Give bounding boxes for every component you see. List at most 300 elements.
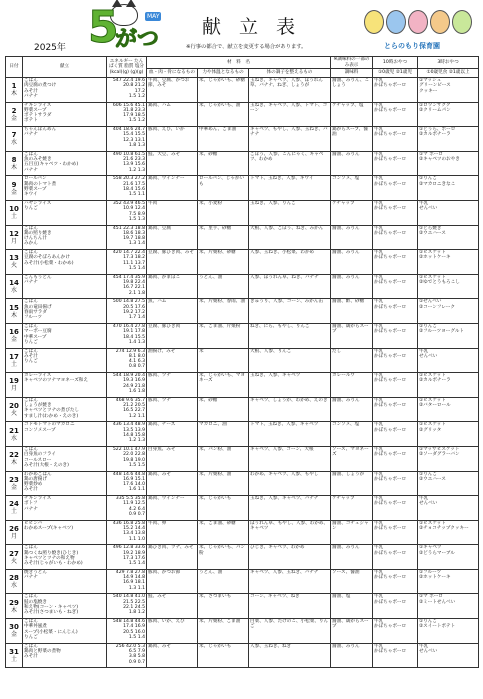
weekday: 木 xyxy=(10,311,17,319)
red-group-cell-text: 鶏肉、ウインナー xyxy=(148,176,185,182)
green-group-cell-text: コーン、キャベツ、ねぎ xyxy=(250,594,300,600)
weekday: 水 xyxy=(10,139,17,147)
menu-cell-text: チキンライス ポトフ バナナ xyxy=(24,496,52,512)
weekday: 木 xyxy=(10,90,17,98)
menu-cell xyxy=(23,643,107,668)
red-group-cell-text: 牛肉、豆腐、かつお節、みそ xyxy=(148,78,190,89)
yellow-group-cell-text: うどん、油 xyxy=(199,569,223,575)
yellow-group-cell xyxy=(198,446,249,471)
yellow-group-cell-text: 米、じゃがいも、マヨネーズ xyxy=(199,373,245,384)
table-row xyxy=(6,619,479,644)
yellow-group-cell-text: 米、じゃがいも、砂糖 xyxy=(199,78,245,83)
snack3-cell-text: ①ビスケット ②ゆでとうもろこし xyxy=(419,274,460,286)
nutrition-cell-text: 404 18.6 24.7 15.4 15.5 12.3 13.1 1.8 1.3 xyxy=(112,127,145,149)
red-group-cell xyxy=(147,397,198,422)
nutrition-cell xyxy=(107,151,147,176)
red-group-cell xyxy=(147,102,198,127)
green-group-cell xyxy=(249,348,331,373)
red-group-cell-text: 油揚げ、みそ xyxy=(148,348,176,354)
nutrition-cell xyxy=(107,200,147,225)
month-badge: MAY xyxy=(147,13,160,20)
day-number: 12 xyxy=(9,229,19,238)
menu-cell xyxy=(23,619,107,644)
snack10-cell-text: 牛乳 かぼちゃボーロ xyxy=(374,446,407,458)
seasoning-cell xyxy=(331,348,373,373)
seasoning-cell-text: 醤油、塩 xyxy=(332,594,351,600)
snack3-cell xyxy=(418,422,479,447)
table-row xyxy=(6,323,479,348)
nutrition-cell-text: 436 13.4 48.9 13.5 13.9 14.8 15.8 1.2 1.3 xyxy=(112,422,145,444)
snack3-cell xyxy=(418,373,479,398)
menu-cell xyxy=(23,348,107,373)
header-seasoning-note: ※調味料の一部のみ表示 xyxy=(331,57,373,69)
menu-cell xyxy=(23,78,107,103)
menu-cell xyxy=(23,176,107,201)
green-group-cell xyxy=(249,127,331,152)
red-group-cell xyxy=(147,446,198,471)
green-group-cell xyxy=(249,200,331,225)
seasoning-cell-text: 醤油、しょうが xyxy=(332,471,365,477)
green-group-cell-text: 玉ねぎ、キャベツ、人参、ほうれん草、バナナ、ねぎ、しょうが xyxy=(250,78,323,89)
nutrition-cell-text: 448 14.6 44.8 16.9 15.1 17.6 14.0 1.6 1.1 xyxy=(112,471,145,493)
mascot-characters-icon xyxy=(362,4,474,40)
red-group-cell xyxy=(147,520,198,545)
seasoning-cell xyxy=(331,274,373,299)
green-group-cell xyxy=(249,274,331,299)
snack10-cell xyxy=(373,471,418,496)
yellow-group-cell xyxy=(198,471,249,496)
table-row xyxy=(6,348,479,373)
yellow-group-cell-text: 中華めん、ごま油 xyxy=(199,127,237,133)
red-group-cell-text: 鮭、大豆、みそ xyxy=(148,151,181,157)
seasoning-cell-text: 鶏がらスープ、醤油 xyxy=(332,127,368,138)
month-number: 5 xyxy=(88,2,119,53)
nutrition-cell-text: 274 12.9 6.3 8.1 8.0 4.1 6.3 0.8 0.7 xyxy=(115,348,145,370)
menu-cell xyxy=(23,151,107,176)
day-number: 15 xyxy=(9,303,19,312)
yellow-group-cell xyxy=(198,102,249,127)
day-cell xyxy=(6,594,23,619)
yellow-group-cell-text: 米 xyxy=(199,348,204,354)
green-group-cell-text: トマト、玉ねぎ、人参、キウイ xyxy=(250,176,314,182)
seasoning-cell-text: ケチャップ、塩 xyxy=(332,102,364,108)
day-number: 1 xyxy=(11,82,17,91)
seasoning-cell-text: コンソメ、塩 xyxy=(332,422,360,428)
green-group-cell xyxy=(249,545,331,570)
green-group-cell-text: 玉ねぎ、人参、キャベツ、バナナ xyxy=(250,496,319,502)
seasoning-cell-text: 醤油、みりん xyxy=(332,643,360,649)
nutrition-cell xyxy=(107,250,147,275)
green-group-cell-text: きゅうり、人参、コーン、みかん缶 xyxy=(250,299,324,305)
menu-cell-text: ごはん 魚の竜田揚げ 春雨サラダ フルーツ xyxy=(24,299,52,321)
seasoning-cell-text: 醤油、みりん xyxy=(332,274,360,280)
green-group-cell xyxy=(249,471,331,496)
page-header xyxy=(0,0,483,56)
snack10-cell xyxy=(373,520,418,545)
green-group-cell xyxy=(249,373,331,398)
yellow-group-cell xyxy=(198,545,249,570)
snack3-cell xyxy=(418,200,479,225)
snack10-cell-text: 牛乳 かぼちゃボーロ xyxy=(374,569,407,581)
snack10-cell xyxy=(373,496,418,521)
menu-cell-text: ごはん 鶏肉と野菜の煮物 みそ汁 xyxy=(24,643,61,660)
table-row xyxy=(6,176,479,201)
yellow-group-cell xyxy=(198,569,249,594)
snack3-cell-text: ①りんご ②ウエハース xyxy=(419,471,446,482)
red-group-cell-text: 白身魚、みそ xyxy=(148,446,176,452)
red-group-cell-text: 鶏肉、ハム xyxy=(148,102,171,108)
day-number: 8 xyxy=(11,156,17,165)
red-group-cell xyxy=(147,619,198,644)
yellow-group-cell-text: 米、片栗粉、油 xyxy=(199,471,232,477)
menu-cell xyxy=(23,274,107,299)
menu-cell xyxy=(23,225,107,250)
snack3-cell-text: 牛乳 せんべい xyxy=(419,200,438,212)
snack3-cell-text: ①マ ボーロ ②ミートせんべい xyxy=(419,594,456,605)
seasoning-cell-text: 醤油、みりん、こしょう xyxy=(332,78,370,89)
red-group-cell xyxy=(147,373,198,398)
yellow-group-cell xyxy=(198,78,249,103)
menu-cell-text: ごはん 白身魚のフライ コールスロー みそ汁(大根・えのき) xyxy=(24,446,69,468)
green-group-cell xyxy=(249,250,331,275)
weekday: 金 xyxy=(10,483,17,491)
yellow-group-cell xyxy=(198,422,249,447)
nutrition-cell-text: 490 10.8 61.5 21.6 23.3 13.9 15.6 1.2 1.3 xyxy=(112,151,145,173)
yellow-group-cell xyxy=(198,619,249,644)
seasoning-cell-text: 醤油、みりん xyxy=(332,151,360,157)
day-cell xyxy=(6,496,23,521)
day-cell xyxy=(6,225,23,250)
menu-cell-text: ごんもうどん バナナ xyxy=(24,274,52,286)
weekday: 月 xyxy=(10,532,17,540)
snack3-cell-text: ①ロワンサクク ②クリームパン xyxy=(419,102,451,113)
seasoning-cell xyxy=(331,643,373,668)
day-cell xyxy=(6,422,23,447)
snack3-cell-text: ①ビスケット ②ホットケーキ xyxy=(419,250,451,261)
day-number: 30 xyxy=(9,623,19,632)
snack3-cell xyxy=(418,471,479,496)
red-group-cell-text: 鶏ひき肉、ツナ、みそ xyxy=(148,545,194,551)
nutrition-cell-text: 548 14.8 44.6 17.4 16.9 20.5 16.0 1.5 1.4 xyxy=(112,619,145,640)
red-group-cell-text: 鶏肉、かまぼこ xyxy=(148,274,181,280)
snack10-cell-text: 牛乳 かぼちゃボーロ xyxy=(374,299,407,310)
snack10-cell-text: 牛乳 かぼちゃボーロ xyxy=(374,127,407,138)
table-row xyxy=(6,569,479,594)
snack3-cell-text: ①ビスケット ②バターロール xyxy=(419,397,451,409)
green-group-cell xyxy=(249,569,331,594)
green-group-cell-text: 玉ねぎ、人参、キャベツ xyxy=(250,373,301,379)
weekday: 火 xyxy=(10,262,17,270)
seasoning-cell xyxy=(331,102,373,127)
menu-cell-text: ハヤシライス りんご xyxy=(24,200,52,212)
nutrition-cell xyxy=(107,422,147,447)
yellow-group-cell xyxy=(198,348,249,373)
header-menu: 献立 xyxy=(23,57,107,78)
red-group-cell-text: 魚、ハム xyxy=(148,299,167,305)
menu-cell xyxy=(23,496,107,521)
green-group-cell-text: ひじき、キャベツ、わかめ xyxy=(250,545,305,551)
menu-cell-text: ちゃんぽんめん バナナ xyxy=(24,127,57,138)
seasoning-cell xyxy=(331,323,373,348)
day-cell xyxy=(6,348,23,373)
nutrition-cell xyxy=(107,127,147,152)
nutrition-cell xyxy=(107,471,147,496)
snack10-cell xyxy=(373,78,418,103)
snack3-cell-text: ①ビスケット ②カルボナーラ xyxy=(419,373,451,384)
seasoning-cell xyxy=(331,422,373,447)
weekday: 土 xyxy=(10,508,17,516)
table-row xyxy=(6,446,479,471)
yellow-group-cell-text: 米、里芋、砂糖 xyxy=(199,225,232,231)
snack3-cell xyxy=(418,594,479,619)
menu-cell xyxy=(23,200,107,225)
nutrition-cell-text: 540 14.8 41.0 21.5 22.5 22.1 24.5 1.8 1.2 xyxy=(112,594,145,616)
menu-cell-text: ごはん 豆腐のそぼろあんかけ みそ汁(小松菜・わかめ) xyxy=(24,250,74,266)
nutrition-cell xyxy=(107,569,147,594)
table-row xyxy=(6,397,479,422)
green-group-cell xyxy=(249,594,331,619)
green-group-cell xyxy=(249,397,331,422)
snack10-cell-text: 牛乳 かぼちゃボーロ xyxy=(374,176,407,187)
red-group-cell-text: 鶏肉、豆腐 xyxy=(148,225,171,231)
green-group-cell-text: ごぼう、人参、こんにゃく、キャベツ、わかめ xyxy=(250,151,324,163)
seasoning-cell-text: だし xyxy=(332,348,342,354)
snack3-cell xyxy=(418,397,479,422)
table-row xyxy=(6,471,479,496)
weekday: 土 xyxy=(10,655,17,663)
day-cell xyxy=(6,299,23,324)
green-group-cell-text: ねぎ、にら、もやし、りんご xyxy=(250,323,310,329)
nutrition-cell xyxy=(107,520,147,545)
yellow-group-cell-text: 米、砂糖 xyxy=(199,397,218,403)
seasoning-cell xyxy=(331,619,373,644)
school-name: とらのもり保育園 xyxy=(384,42,440,50)
green-group-cell-text: 大根、人参、ごぼう、ねぎ、みかん xyxy=(250,225,324,231)
table-row xyxy=(6,520,479,545)
snack10-cell xyxy=(373,250,418,275)
menu-cell-text: チキンライス 野菜スープ ポテトサラダ ポテト xyxy=(24,102,52,124)
table-row xyxy=(6,643,479,668)
nutrition-cell xyxy=(107,274,147,299)
seasoning-cell-text: ケチャップ xyxy=(332,200,355,206)
seasoning-cell-text: コンソメ、塩 xyxy=(332,176,360,182)
yellow-group-cell-text: 米、じゃがいも xyxy=(199,496,232,502)
green-group-cell-text: 人参、玉ねぎ、小松菜、わかめ xyxy=(250,250,315,256)
snack3-cell xyxy=(418,643,479,668)
red-group-cell xyxy=(147,299,198,324)
day-cell xyxy=(6,200,23,225)
red-group-cell xyxy=(147,250,198,275)
snack10-cell-text: 牛乳 かぼちゃボーロ xyxy=(374,594,407,605)
snack10-cell-text: 牛乳 かぼちゃボーロ xyxy=(374,643,407,654)
day-number: 20 xyxy=(9,402,19,411)
snack3-cell-text: ①マッシュ グリーンピース クッキー xyxy=(419,78,451,94)
menu-cell xyxy=(23,446,107,471)
snack3-cell xyxy=(418,545,479,570)
seasoning-cell-text: 醤油、みりん xyxy=(332,545,360,551)
table-row xyxy=(6,200,479,225)
day-cell xyxy=(6,471,23,496)
menu-table xyxy=(5,56,479,668)
seasoning-cell xyxy=(331,520,373,545)
nutrition-cell-text: 500 14.8 27.5 20.5 17.6 19.2 17.2 1.7 1.4 xyxy=(112,299,145,321)
snack3-cell-text: 牛乳 せんべい xyxy=(419,643,438,654)
snack10-cell xyxy=(373,569,418,594)
green-group-cell-text: 人参、玉ねぎ、ねぎ xyxy=(250,643,292,649)
red-group-cell xyxy=(147,200,198,225)
nutrition-cell-text: 451 22.3 18.8 18.6 18.3 19.7 18.8 1.3 1.4 xyxy=(112,225,145,247)
day-cell xyxy=(6,102,23,127)
red-group-cell-text: 鮭、みそ xyxy=(148,594,167,600)
day-cell xyxy=(6,78,23,103)
menu-cell-text: ごはん 魚のみそ焼き 五目豆(キャベツ・わかめ) バナナ xyxy=(24,151,79,173)
yellow-group-cell xyxy=(198,250,249,275)
snack3-cell-text: ①せんべい ②コーンフレーク xyxy=(419,299,456,310)
weekday: 金 xyxy=(10,188,17,196)
seasoning-cell-text: カレールウ xyxy=(332,373,355,379)
menu-cell xyxy=(23,471,107,496)
green-group-cell-text: キャベツ、しょうが、わかめ、えのき xyxy=(250,397,328,403)
snack10-cell xyxy=(373,323,418,348)
green-group-cell-text: 人参、ほうれん草、ねぎ、バナナ xyxy=(250,274,319,280)
snack3-cell-text: ①ビスケット ②グリッタ xyxy=(419,422,446,433)
nutrition-cell xyxy=(107,594,147,619)
green-group-cell xyxy=(249,422,331,447)
day-number: 14 xyxy=(9,279,19,288)
day-cell xyxy=(6,274,23,299)
snack10-cell-text: 牛乳 かぼちゃボーロ xyxy=(374,520,407,531)
snack10-cell-text: 牛乳 かぼちゃボーロ xyxy=(374,250,407,261)
red-group-cell xyxy=(147,471,198,496)
header-energy: エネルギー たんぱく質 脂質 塩分 (kcal)(g) (g)(g) xyxy=(107,57,147,78)
seasoning-cell-text: ケチャップ xyxy=(332,496,355,502)
snack10-cell-text: 牛乳 かぼちゃボーロ xyxy=(374,348,407,359)
seasoning-cell-text: 醤油、みりん xyxy=(332,397,360,403)
snack3-cell xyxy=(418,250,479,275)
snack10-cell-text: 牛乳 かぼちゃボーロ xyxy=(374,496,407,507)
snack3-cell xyxy=(418,176,479,201)
nutrition-cell-text: 547 22.4 19.6 20.8 21.2 17.2 1.5 1.2 xyxy=(112,78,145,99)
seasoning-cell xyxy=(331,471,373,496)
nutrition-cell xyxy=(107,176,147,201)
snack10-cell-text: 牛乳 かぼちゃボーロ xyxy=(374,422,407,433)
weekday: 金 xyxy=(10,631,17,639)
menu-cell-text: ごはん 中華丼風煮 スープ(小松菜・にんじん) りんご xyxy=(24,619,78,640)
day-number: 27 xyxy=(9,549,19,558)
yellow-group-cell-text: 米、片栗粉、砂糖 xyxy=(199,250,236,256)
weekday: 水 xyxy=(10,434,17,442)
header-day: 日付 xyxy=(6,57,23,78)
header-green: 体の調子を整えるもの xyxy=(249,69,331,78)
yellow-group-cell xyxy=(198,520,249,545)
snack10-cell xyxy=(373,373,418,398)
seasoning-cell-text: 醤油、みりん xyxy=(332,250,360,256)
snack10-cell-text: 牛乳 かぼちゃボーロ xyxy=(374,471,407,482)
day-cell xyxy=(6,446,23,471)
red-group-cell-text: 鶏肉、ウインナー xyxy=(148,496,185,502)
weekday: 火 xyxy=(10,410,17,418)
weekday: 月 xyxy=(10,385,17,393)
nutrition-cell-text: 468 9.6 35.7 21.2 20.5 16.5 22.7 1.2 1.1 xyxy=(115,397,145,419)
red-group-cell xyxy=(147,225,198,250)
header-snack10: 10時おやつ xyxy=(373,57,418,69)
header-red: 血・肉・骨になるもの xyxy=(147,69,198,78)
yellow-group-cell xyxy=(198,127,249,152)
snack3-cell-text: ①ビスケット ②チョコチップクッキー xyxy=(419,520,469,531)
day-number: 24 xyxy=(9,500,19,509)
red-group-cell-text: 鶏肉、チーズ xyxy=(148,422,176,428)
snack10-cell xyxy=(373,594,418,619)
menu-cell xyxy=(23,323,107,348)
red-group-cell-text: 豆腐、豚ひき肉、みそ xyxy=(148,250,194,256)
year-label: 2025年 xyxy=(34,43,66,53)
green-group-cell xyxy=(249,176,331,201)
snack10-cell xyxy=(373,348,418,373)
green-group-cell xyxy=(249,619,331,644)
snack10-cell xyxy=(373,176,418,201)
menu-cell xyxy=(23,594,107,619)
green-group-cell xyxy=(249,78,331,103)
menu-cell xyxy=(23,422,107,447)
snack3-cell xyxy=(418,446,479,471)
seasoning-cell xyxy=(331,569,373,594)
seasoning-cell xyxy=(331,78,373,103)
day-number: 9 xyxy=(11,180,17,189)
snack3-cell xyxy=(418,225,479,250)
seasoning-cell xyxy=(331,250,373,275)
nutrition-cell xyxy=(107,446,147,471)
green-group-cell xyxy=(249,520,331,545)
yellow-group-cell xyxy=(198,200,249,225)
day-number: 22 xyxy=(9,451,19,460)
yellow-group-cell xyxy=(198,225,249,250)
nutrition-cell-text: 429 7.8 27.8 14.9 14.8 16.9 18.1 1.3 1.1 xyxy=(115,569,145,591)
nutrition-cell-text: 558 20.3 27.2 21.6 17.5 18.4 15.6 1.5 1.1 xyxy=(112,176,145,198)
nutrition-cell-text: 420 14.7 22.4 17.3 18.2 11.1 13.7 1.5 1.4 xyxy=(112,250,145,272)
red-group-cell xyxy=(147,569,198,594)
green-group-cell xyxy=(249,643,331,668)
nutrition-cell-text: 436 16.8 25.8 15.2 14.4 13.4 13.8 1.1 1.0 xyxy=(112,520,145,542)
yellow-group-cell xyxy=(198,274,249,299)
snack10-cell-text: 牛乳 かぼちゃボーロ xyxy=(374,102,407,113)
snack10-cell xyxy=(373,643,418,668)
table-row xyxy=(6,127,479,152)
yellow-group-cell-text: 米、パン粉、油 xyxy=(199,446,232,452)
snack3-cell-text: ①りんご ②フルーツヨーグルト xyxy=(419,323,464,335)
day-number: 23 xyxy=(9,475,19,484)
snack10-cell xyxy=(373,102,418,127)
day-cell xyxy=(6,250,23,275)
green-group-cell-text: 大根、人参、りんご xyxy=(250,348,292,354)
snack10-cell-text: 牛乳 かぼちゃボーロ xyxy=(374,200,407,212)
green-group-cell-text: 玉ねぎ、キャベツ、人参、トマト、コーン xyxy=(250,102,328,113)
red-group-cell-text: 鶏肉、みそ xyxy=(148,471,171,477)
red-group-cell xyxy=(147,422,198,447)
snack10-cell xyxy=(373,127,418,152)
header-snack3: 3時おやつ xyxy=(418,57,479,69)
day-number: 2 xyxy=(11,106,17,115)
snack10-cell xyxy=(373,274,418,299)
seasoning-cell-text: 醤油、鶏がらスープ xyxy=(332,323,369,335)
menu-cell-text: ごはん 鶏の照り焼き けんちん汁 みかん xyxy=(24,225,52,247)
menu-cell xyxy=(23,520,107,545)
header-seasoning: 調味料 xyxy=(331,69,373,78)
red-group-cell-text: 鶏肉、みそ xyxy=(148,643,171,649)
green-group-cell-text: トマト、玉ねぎ、人参、キャベツ xyxy=(250,422,319,428)
snack3-cell-text: ①りんご ②マカロニきなこ xyxy=(419,176,456,187)
snack10-cell xyxy=(373,200,418,225)
menu-cell-text: ごはん マーボー豆腐 中華スープ りんご xyxy=(24,323,52,345)
